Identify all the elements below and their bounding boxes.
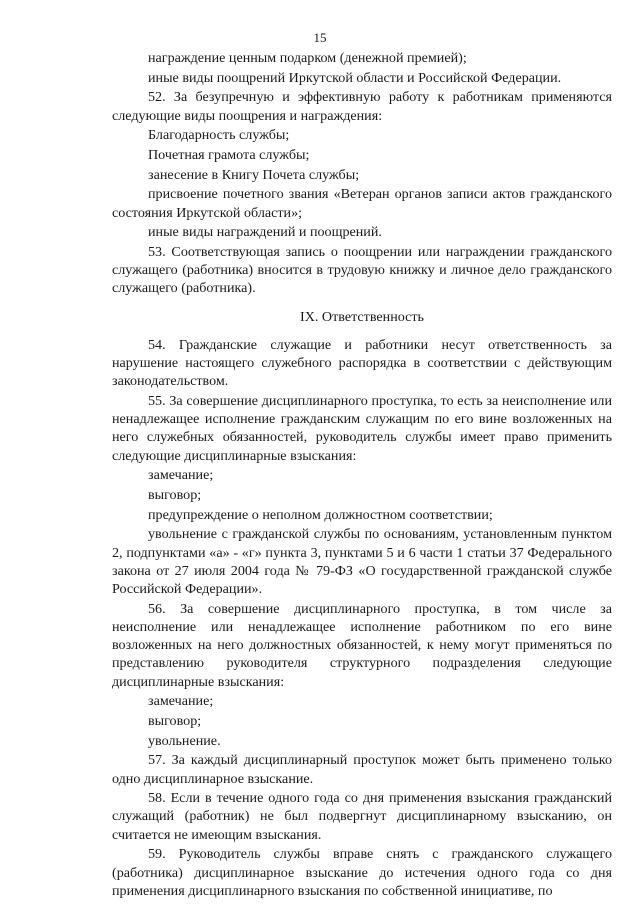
list-item-warning: предупреждение о неполном должностном соответствии; [148, 506, 493, 523]
paragraph-54: 54. Гражданские служащие и работники несут ответственность за нарушение настоящего служебного распорядка в соответствии с действующим законодательством. [112, 336, 612, 390]
paragraph-58: 58. Если в течение одного года со дня применения взыскания гражданский служащий (работник) не был подвергнут дисциплинарному взысканию, он считается не имеющим взыскания. [112, 790, 612, 843]
list-item-other-awards: иные виды награждений и поощрений. [148, 224, 382, 241]
list-item-book-of-honor: занесение в Книгу Почета службы; [148, 166, 360, 183]
paragraph-52: 52. За безупречную и эффективную работу к работникам применяются следующие виды поощрения и награждения: [112, 89, 612, 124]
list-item-remark: замечание; [148, 693, 214, 710]
paragraph-57: 57. За каждый дисциплинарный проступок может быть применено только одно дисциплинарное взыскание. [112, 752, 612, 787]
paragraph-55: 55. За совершение дисциплинарного проступка, то есть за неисполнение или ненадлежащее исполнение гражданским служащим по его вине возложенных на него служебных обязанностей, руководитель службы имеет право применить следующие дисциплинарные взыскания: [112, 392, 612, 464]
paragraph-53: 53. Соответствующая запись о поощрении или награждении гражданского служащего (работника) вносится в трудовую книжку и личное дело гражданского служащего (работника). [112, 244, 612, 297]
paragraph-56: 56. За совершение дисциплинарного проступка, в том числе за неисполнение или ненадлежащее исполнение работником по его вине возложенных на него должностных обязанностей, к нему могут применяться по представлению руководителя структурного подразделения следующие дисциплинарные взыскания: [112, 600, 612, 690]
list-item-remark: замечание; [148, 467, 214, 484]
paragraph-59: 59. Руководитель службы вправе снять с гражданского служащего (работника) дисциплинарное взыскание до истечения одного года со дня применения дисциплинарного взыскания по собственной инициативе, по [112, 846, 612, 899]
list-item-other-rewards: иные виды поощрений Иркутской области и Российской Федерации. [148, 69, 562, 86]
document-body [112, 49, 612, 901]
page-number: 15 [313, 30, 327, 45]
list-item-dismissal-civil-service: увольнение с гражданской службы по основаниям, установленным пунктом 2, подпунктами «а» - «г» пункта 3, пунктами 5 и 6 части 1 статьи 37 Федерального закона от 27 июля 2004 года № 79-ФЗ «О государственной гражданской службе Российской Федерации». [112, 526, 612, 597]
list-item-cash-bonus: награждение ценным подарком (денежной премией); [148, 50, 467, 66]
list-item-certificate: Почетная грамота службы; [148, 147, 310, 164]
list-item-veteran-title: присвоение почетного звания «Ветеран органов записи актов гражданского состояния Иркутской области»; [112, 186, 612, 221]
section-heading: IX. Ответственность [300, 308, 424, 325]
list-item-gratitude: Благодарность службы; [148, 127, 290, 144]
list-item-reprimand: выговор; [148, 712, 202, 729]
list-item-reprimand: выговор; [148, 486, 202, 503]
list-item-dismissal: увольнение. [148, 732, 221, 749]
